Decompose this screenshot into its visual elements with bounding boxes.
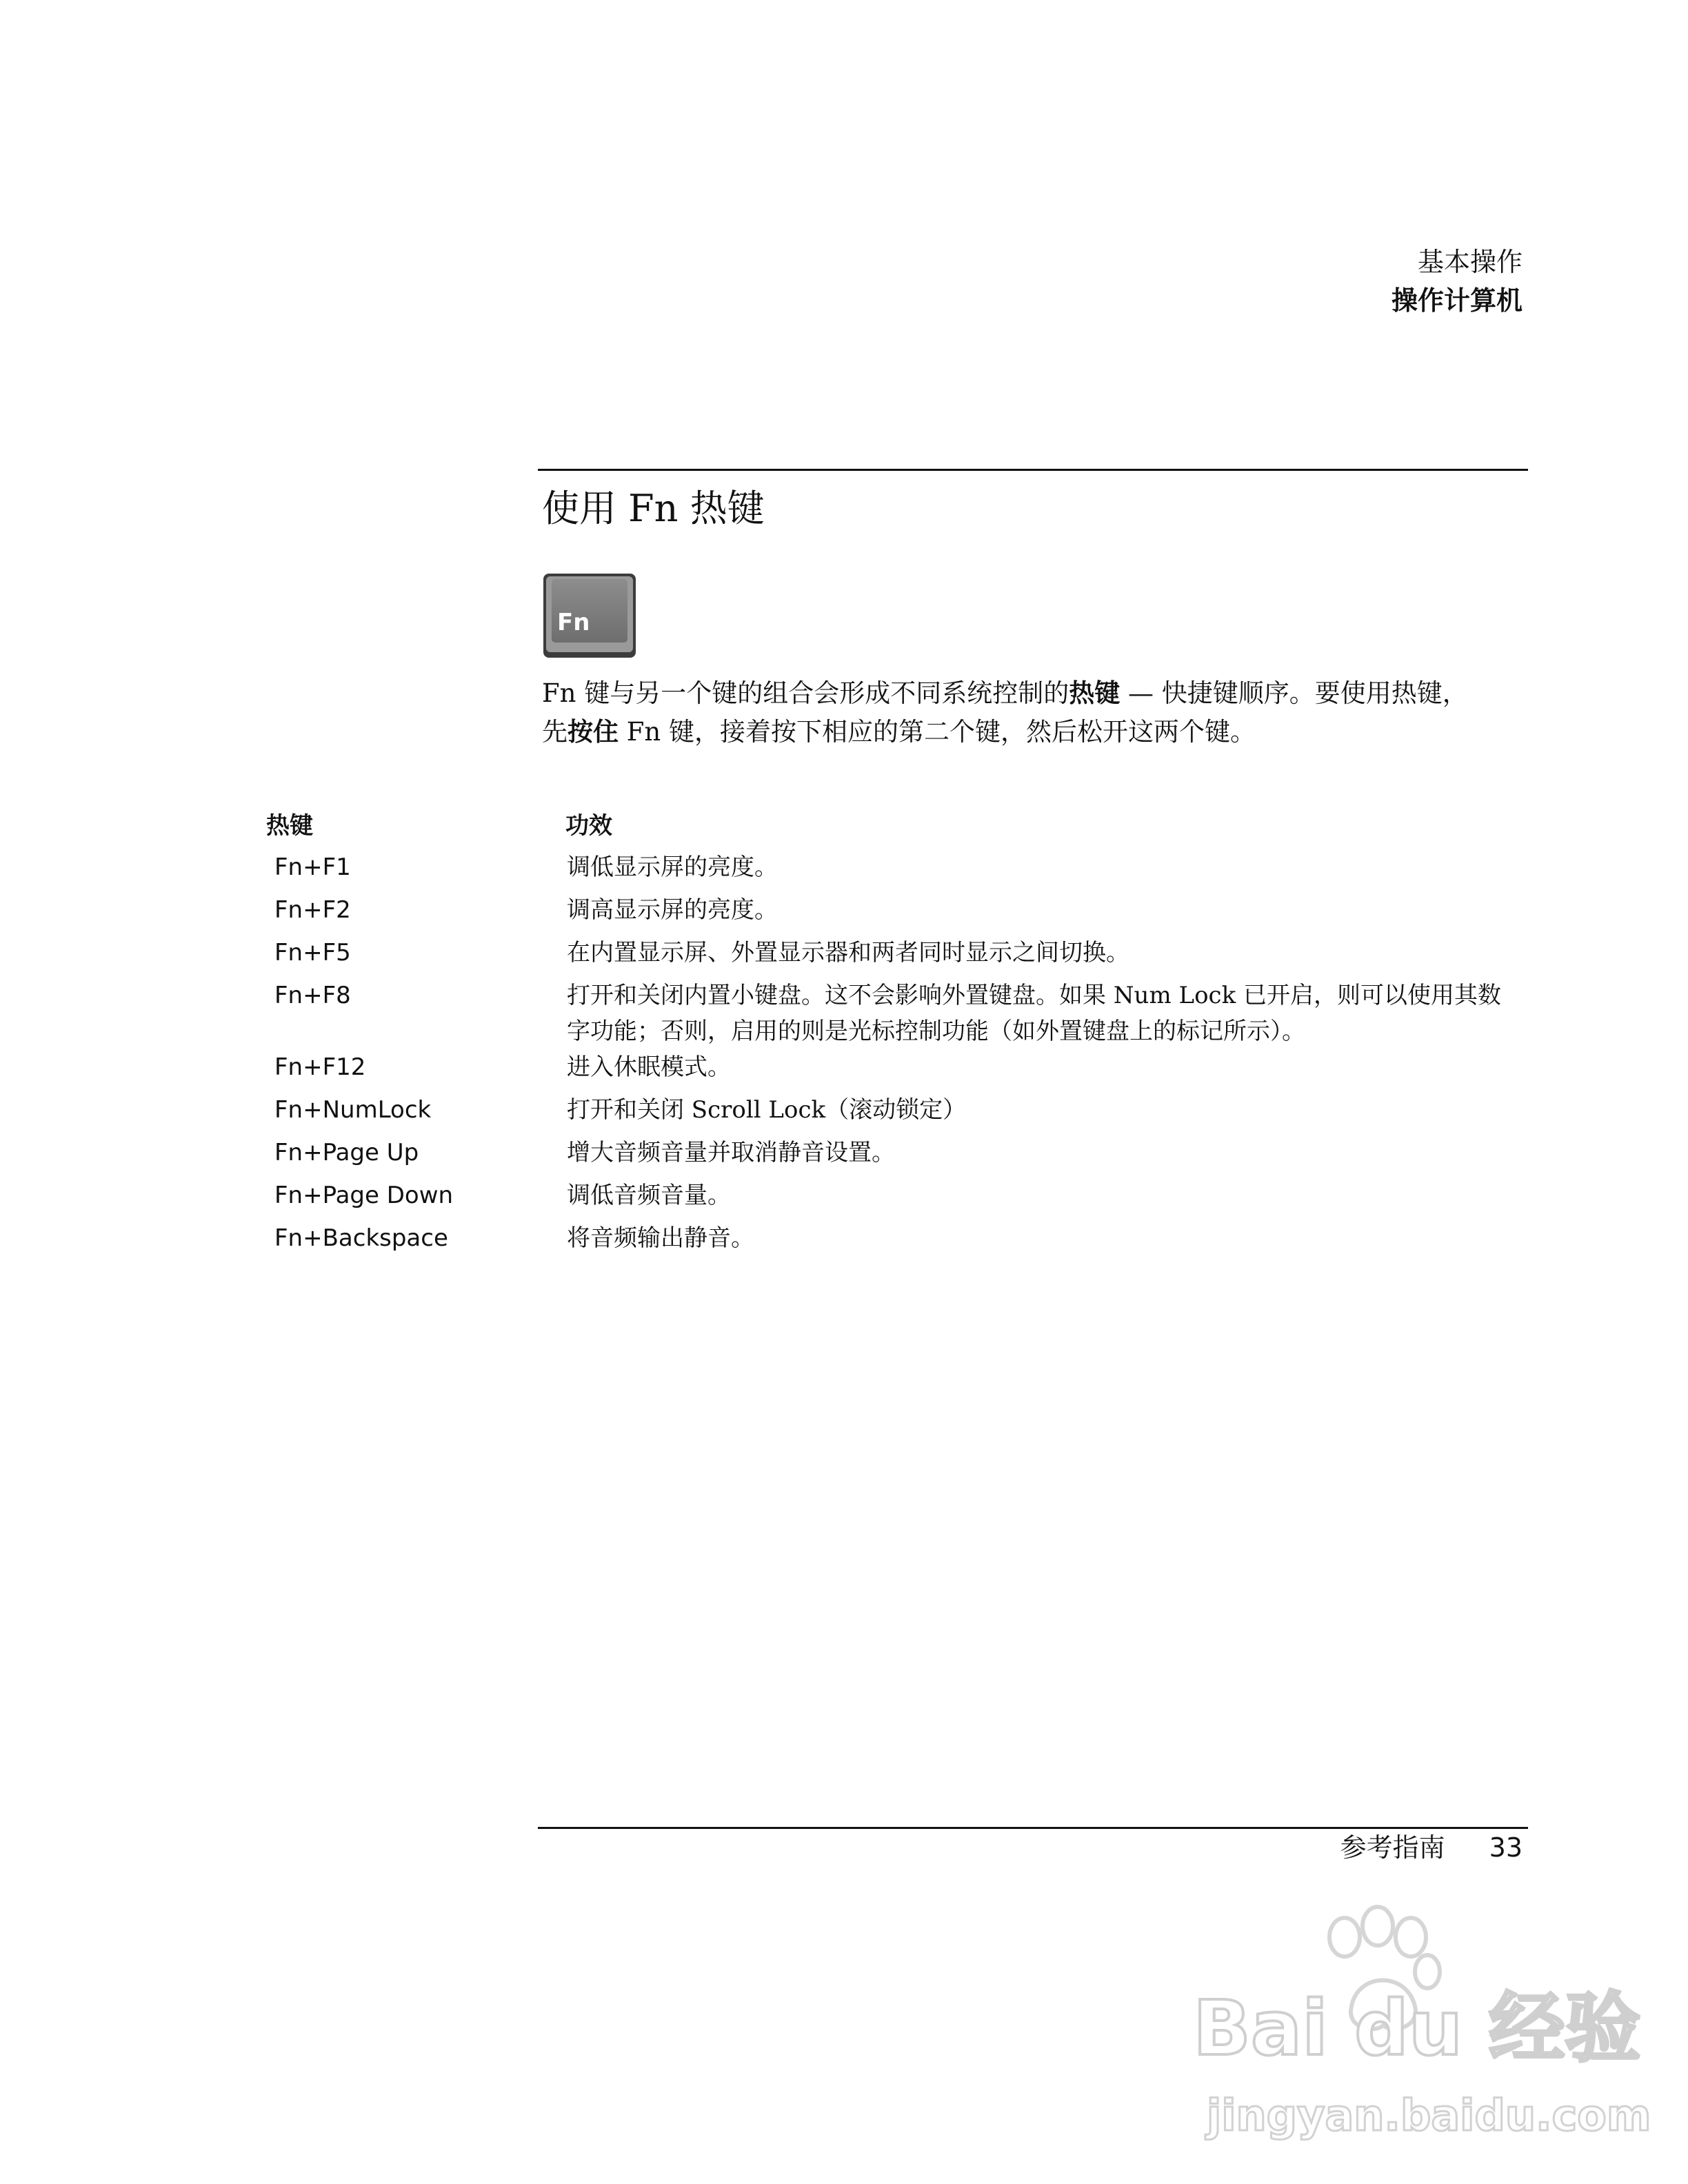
intro-text-1a: Fn 键与另一个键的组合会形成不同系统控制的: [542, 678, 1069, 708]
table-row: [266, 849, 1535, 892]
hotkey-cell: Fn+Page Up: [274, 1139, 419, 1166]
table-row: [266, 1135, 1535, 1177]
watermark-brand: Bai du 经验: [1193, 1984, 1641, 2072]
page-number: 33: [1489, 1832, 1523, 1863]
fn-key-label: Fn: [557, 609, 590, 636]
hotkey-cell: Fn+F2: [274, 896, 351, 924]
header-chapter: 操作计算机: [1391, 285, 1523, 316]
intro-bold-hold: 按住: [567, 717, 619, 747]
effect-cell: 调低音频音量。: [567, 1182, 731, 1209]
running-header: [1391, 243, 1523, 320]
table-row: [266, 1177, 1535, 1220]
hotkey-cell: Fn+F5: [274, 939, 351, 967]
hotkey-cell: Fn+F12: [274, 1053, 366, 1081]
hotkey-cell: Fn+Page Down: [274, 1182, 454, 1209]
fn-key-icon: [542, 572, 637, 659]
effect-cell: 调低显示屏的亮度。: [567, 853, 778, 881]
intro-text-2a: 先: [542, 717, 567, 747]
table-row: [266, 892, 1535, 935]
hotkey-cell: Fn+F1: [274, 853, 351, 881]
section-title: 使用 Fn 热键: [542, 487, 765, 530]
table-row: [266, 935, 1535, 978]
effect-cell: 打开和关闭 Scroll Lock（滚动锁定）: [567, 1096, 967, 1124]
footer-title: 参考指南: [1340, 1832, 1445, 1863]
table-row: [266, 1092, 1535, 1135]
intro-bold-hotkey: 热键: [1069, 678, 1121, 708]
header-section: 基本操作: [1417, 247, 1523, 277]
table-row: [266, 1220, 1535, 1263]
page-footer: [1340, 1828, 1523, 1867]
column-header-effect: 功效: [565, 812, 612, 840]
hotkey-cell: Fn+Backspace: [274, 1224, 448, 1252]
effect-cell: 调高显示屏的亮度。: [567, 896, 778, 924]
effect-cell: 在内置显示屏、外置显示器和两者同时显示之间切换。: [567, 939, 1129, 967]
intro-text-1b: — 快捷键顺序。要使用热键，: [1120, 678, 1468, 708]
watermark-url: jingyan.baidu.com: [1207, 2090, 1651, 2141]
hotkey-cell: Fn+NumLock: [274, 1096, 432, 1124]
effect-cell: 增大音频音量并取消静音设置。: [567, 1139, 895, 1166]
hotkey-cell: Fn+F8: [274, 982, 351, 1009]
effect-cell: 进入休眠模式。: [567, 1053, 731, 1081]
table-row: [266, 1049, 1535, 1092]
intro-paragraph: [542, 674, 1532, 751]
effect-cell: 将音频输出静音。: [567, 1224, 754, 1252]
effect-cell: 打开和关闭内置小键盘。这不会影响外置键盘。如果 Num Lock 已开启，则可以使用其数字功能；否则，启用的则是光标控制功能（如外置键盘上的标记所示）。: [567, 982, 1502, 1045]
baidu-watermark-logo: [1186, 1903, 1651, 2158]
column-header-hotkey: 热键: [266, 812, 313, 840]
table-row: [266, 978, 1535, 1049]
intro-text-2b: Fn 键，接着按下相应的第二个键，然后松开这两个键。: [619, 717, 1256, 747]
section-divider: [538, 469, 1528, 471]
